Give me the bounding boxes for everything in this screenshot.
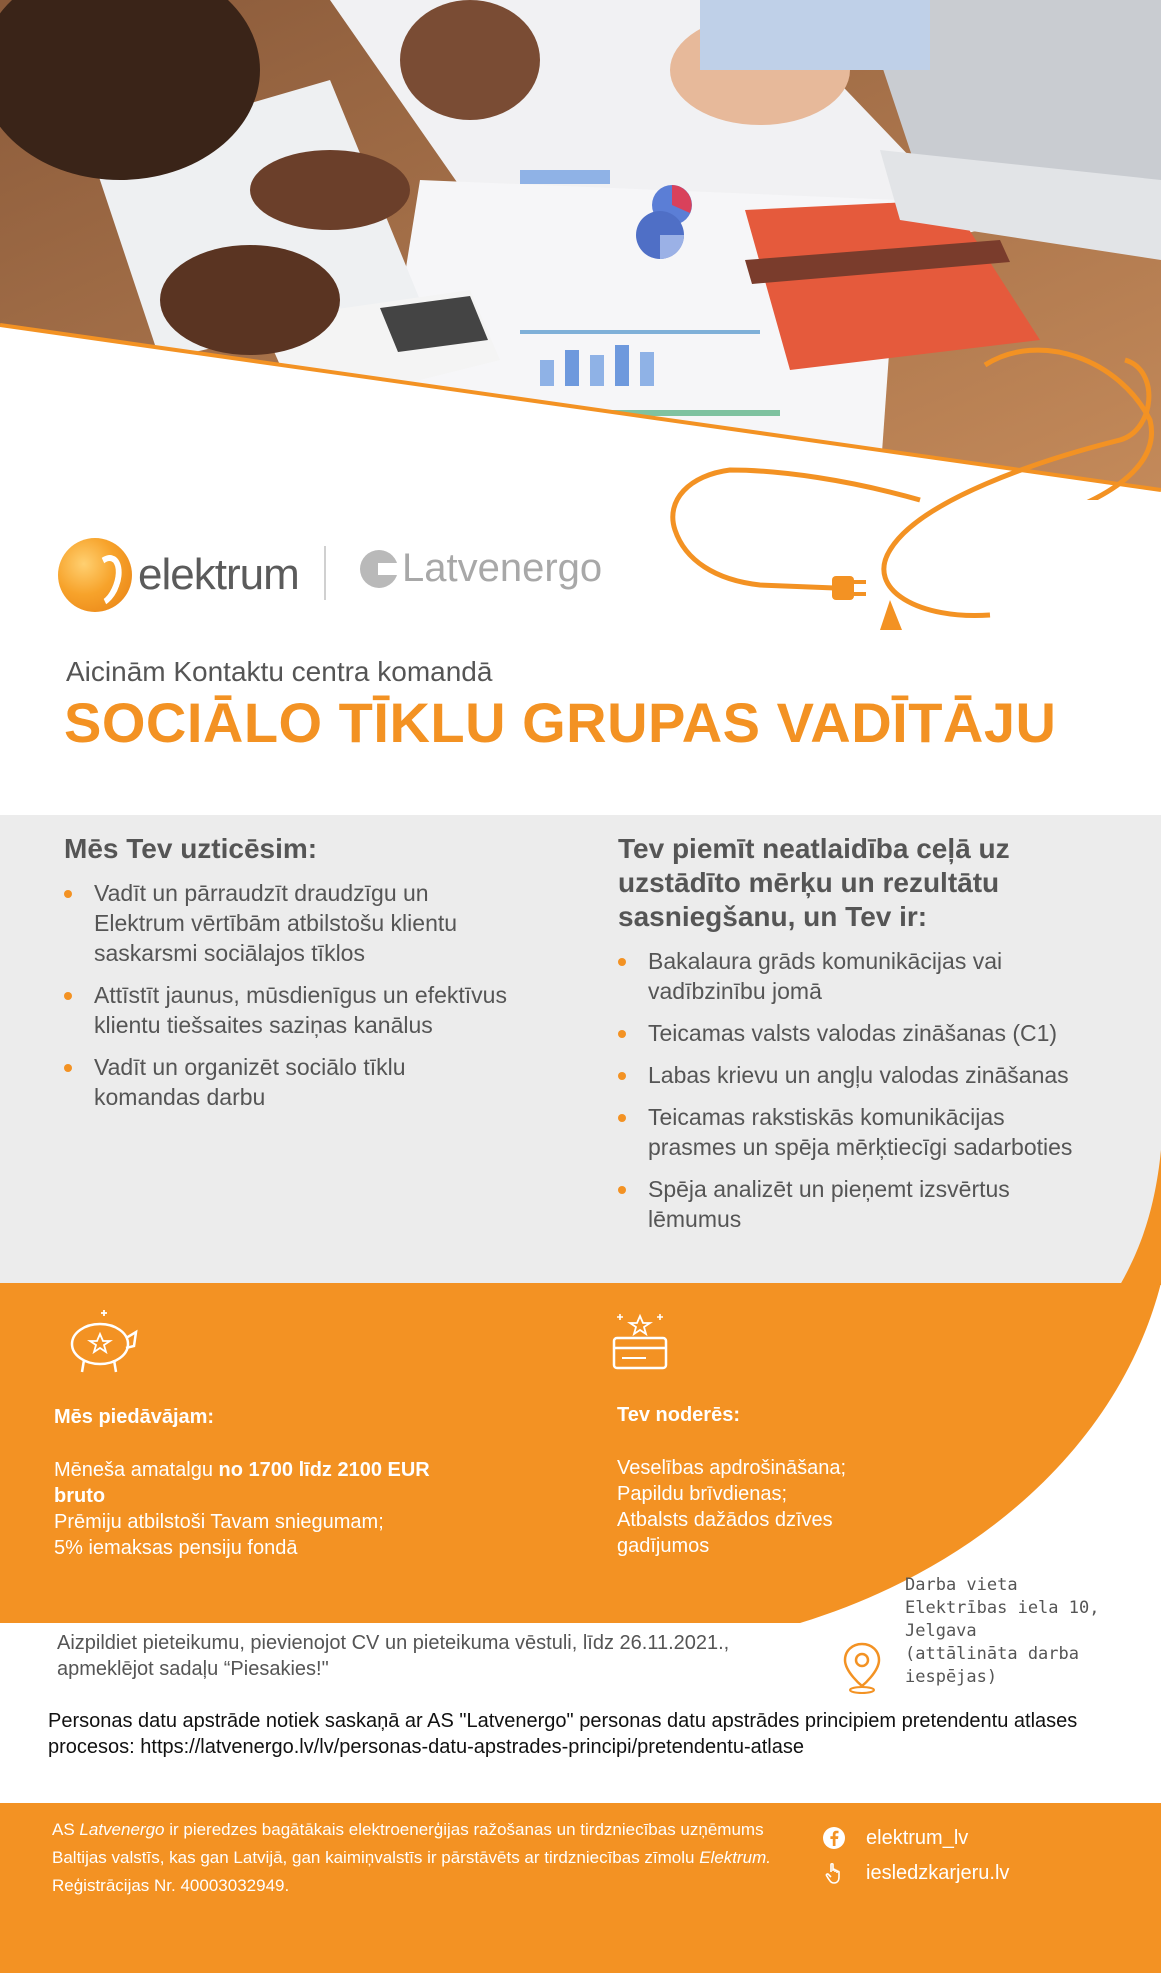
website-url: iesledzkarjeru.lv xyxy=(866,1861,1010,1884)
salary-range: no 1700 līdz 2100 EUR bruto xyxy=(54,1459,430,1507)
cable-decoration xyxy=(620,340,1161,640)
location-pin-icon xyxy=(840,1640,884,1694)
list-item: Teicamas valsts valodas zināšanas (C1) xyxy=(618,1018,1098,1048)
privacy-notice: Personas datu apstrāde notiek saskaņā ar AS "Latvenergo" personas datu apstrādes principiem pretendentu atlases procesos: https://latvenergo.lv/lv/personas-datu-apstrades-principi/pretendentu-atlase xyxy=(48,1710,1078,1758)
workplace-info xyxy=(905,1574,1155,1689)
offer-section-bg xyxy=(0,1283,1161,1623)
workplace-label: Darba vieta xyxy=(905,1575,1018,1595)
logo-divider xyxy=(324,546,326,600)
workplace-remote: (attālināta darba iespējas) xyxy=(905,1644,1079,1687)
elektrum-logo xyxy=(58,538,299,612)
responsibilities-heading: Mēs Tev uzticēsim: xyxy=(64,833,318,864)
logo-bar xyxy=(58,538,618,618)
list-item: Vadīt un pārraudzīt draudzīgu un Elektrum vērtībām atbilstošu klientu saskarsmi sociālajos tīklos xyxy=(64,878,514,968)
elektrum-wordmark: elektrum xyxy=(138,550,299,599)
job-title: SOCIĀLO TĪKLU GRUPAS VADĪTĀJU xyxy=(64,691,1057,754)
benefit-line: Veselības apdrošināšana; xyxy=(617,1457,847,1479)
list-item: Labas krievu un angļu valodas zināšanas xyxy=(618,1060,1098,1090)
website-link[interactable] xyxy=(822,1861,1009,1885)
intro-text: Aicinām Kontaktu centra komandā xyxy=(66,656,493,687)
facebook-handle: elektrum_lv xyxy=(866,1826,969,1849)
benefit-line: Atbalsts dažādos dzīves gadījumos xyxy=(617,1509,833,1557)
list-item: Bakalaura grāds komunikācijas vai vadībzinību jomā xyxy=(618,946,1098,1006)
requirements-list xyxy=(618,946,1098,1234)
brand-elektrum: Elektrum. xyxy=(699,1848,772,1867)
footer-company-text: AS Latvenergo ir pieredzes bagātākais elektroenerģijas ražošanas un tirdzniecības uzņēmums Baltijas valstīs, kas gan Latvijā, gan kaimiņvalstīs ir pārstāvēts ar tirdzniecības zīmolu Elektrum. Reģistrācijas Nr. 40003032949. xyxy=(52,1820,772,1895)
list-item: Teicamas rakstiskās komunikācijas prasmes un spēja mērķtiecīgi sadarboties xyxy=(618,1102,1098,1162)
requirements-column xyxy=(618,832,1098,1234)
apply-instructions: Aizpildiet pieteikumu, pievienojot CV un pieteikuma vēstuli, līdz 26.11.2021., apmeklējot sadaļu “Piesakies!" xyxy=(57,1632,730,1680)
workplace-street: Elektrības iela 10, xyxy=(905,1598,1100,1618)
section-curve xyxy=(1050,1150,1161,1285)
elektrum-logo-icon xyxy=(58,538,132,612)
offer-line: 5% iemaksas pensiju fondā xyxy=(54,1537,298,1559)
list-item: Vadīt un organizēt sociālo tīklu komandas darbu xyxy=(64,1052,514,1112)
offer-line: Prēmiju atbilstoši Tavam sniegumam; xyxy=(54,1511,384,1533)
benefit-line: Papildu brīvdienas; xyxy=(617,1483,788,1505)
list-item: Attīstīt jaunus, mūsdienīgus un efektīvus klientu tiešsaites saziņas kanālus xyxy=(64,980,514,1040)
offer-heading: Mēs piedāvājam: xyxy=(54,1406,215,1428)
latvenergo-logo-icon xyxy=(360,550,398,588)
piggy-bank-icon xyxy=(62,1308,142,1376)
list-item: Spēja analizēt un pieņemt izsvērtus lēmumus xyxy=(618,1174,1098,1234)
brand-latvenergo: Latvenergo xyxy=(79,1820,165,1839)
latvenergo-logo xyxy=(360,546,602,591)
responsibilities-list xyxy=(64,878,514,1112)
hand-pointer-icon xyxy=(822,1861,846,1885)
offer-salary: Mēneša amatalgu no 1700 līdz 2100 EUR bruto xyxy=(54,1459,430,1507)
responsibilities-column xyxy=(64,832,514,1112)
offer-list xyxy=(54,1457,454,1561)
latvenergo-wordmark: Latvenergo xyxy=(402,546,603,590)
benefits-card-icon xyxy=(612,1310,672,1370)
facebook-icon xyxy=(822,1826,846,1850)
facebook-link[interactable] xyxy=(822,1826,968,1850)
requirements-heading: Tev piemīt neatlaidība ceļā uz uzstādīto mērķu un rezultātu sasniegšanu, un Tev ir: xyxy=(618,833,1010,932)
workplace-city: Jelgava xyxy=(905,1621,977,1641)
benefits-list xyxy=(617,1455,917,1559)
benefits-heading: Tev noderēs: xyxy=(617,1404,740,1426)
